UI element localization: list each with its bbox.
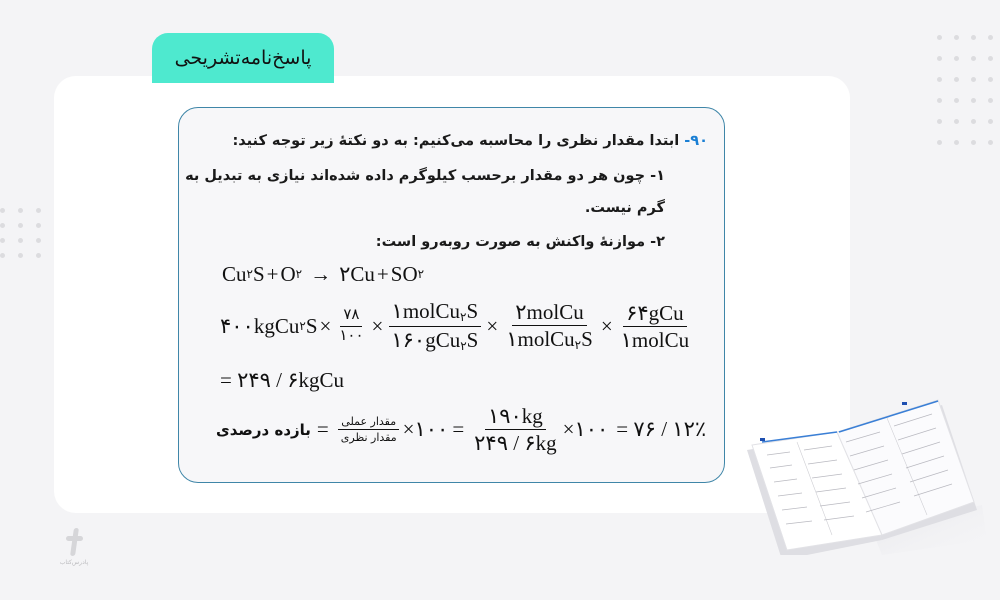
actual-amount-label: مقدار عملی <box>338 416 399 431</box>
fraction-denominator-tail: S <box>581 326 593 351</box>
plus-sign: + <box>376 262 389 286</box>
theoretical-result <box>220 368 344 393</box>
subscript: ۲ <box>246 267 253 281</box>
fraction-molar-mass <box>388 300 481 352</box>
logo-caption: پادرس‌کتاب <box>59 559 89 566</box>
fraction-numerator: ۱molCu <box>391 299 461 323</box>
reactant-s: S <box>252 262 265 286</box>
times-sign: × <box>319 313 332 338</box>
fraction-denominator: ۱۰۰ <box>339 327 364 344</box>
percent-yield-calc <box>216 405 706 454</box>
fraction-purity <box>336 308 366 345</box>
point1-line1: ۱- چون هر دو مقدار برحسب کیلوگرم داده شده‌اند نیازی به تبدیل به <box>185 168 665 184</box>
decorative-dot-grid-left <box>0 208 41 258</box>
fraction-cu-mass <box>618 302 692 351</box>
fraction-mole-ratio <box>503 301 596 352</box>
reaction-arrow-icon: → <box>310 262 332 286</box>
intro-line <box>232 133 708 149</box>
brand-logo <box>54 528 94 578</box>
fraction-numerator-tail: S <box>466 299 479 323</box>
fraction-denominator: ۱۶۰gCu <box>391 327 461 352</box>
times-sign: × <box>600 313 613 338</box>
subscript: ۲ <box>460 310 467 324</box>
theoretical-yield-value: = ۲۴۹ / ۶kgCu <box>220 368 345 392</box>
product-so: SO <box>390 262 418 286</box>
subscript: ۲ <box>574 337 582 352</box>
percent-yield-label: بازده درصدی <box>216 420 311 439</box>
times-sign: × <box>371 313 384 338</box>
times-hundred: ×۱۰۰ <box>402 417 449 442</box>
reaction-equation <box>222 262 424 287</box>
plus-sign: + <box>266 262 279 286</box>
times-sign: × <box>486 313 499 338</box>
actual-yield-value: ۱۹۰kg <box>485 405 546 430</box>
reactant-cu: Cu <box>222 262 247 286</box>
fraction-numerator: ۷۸ <box>340 308 362 327</box>
fraction-denominator-tail: S <box>466 327 479 352</box>
subscript: ۲ <box>295 267 303 281</box>
equals-sign: = <box>316 417 329 442</box>
point1-line2: گرم نیست. <box>584 200 665 216</box>
fraction-yield-values <box>471 405 559 454</box>
subscript: ۲ <box>417 267 425 281</box>
subscript: ۲ <box>460 338 467 353</box>
fraction-numerator: ۶۴gCu <box>623 302 687 327</box>
reactant-o: O <box>280 262 296 286</box>
theoretical-amount-label: مقدار نظری <box>340 431 397 445</box>
answer-sheet-tab <box>152 33 334 83</box>
equals-sign: = <box>452 417 465 442</box>
logo-mark-icon <box>63 528 85 556</box>
fraction-numerator: ۲molCu <box>512 301 586 326</box>
start-quantity-tail: S <box>305 313 318 338</box>
point2-line: ۲- موازنهٔ واکنش به صورت روبه‌رو است: <box>375 234 665 250</box>
stoichiometry-calc <box>220 300 695 352</box>
fraction-yield-definition <box>338 416 400 444</box>
times-hundred: ×۱۰۰ <box>562 417 609 442</box>
fraction-denominator: ۱molCu <box>620 327 690 352</box>
tab-label: پاسخ‌نامه‌تشریحی <box>174 47 312 69</box>
question-number: ۹۰- <box>684 133 708 149</box>
product-cu: ۲Cu <box>339 262 375 286</box>
theoretical-yield-denominator: ۲۴۹ / ۶kg <box>474 431 557 456</box>
percent-yield-result: = ۷۶ / ۱۲٪ <box>616 417 707 442</box>
decorative-dot-grid-right <box>937 35 993 145</box>
open-book-illustration <box>742 390 987 555</box>
subscript: ۲ <box>299 318 306 333</box>
fraction-denominator: ۱molCu <box>506 326 575 351</box>
intro-text: ابتدا مقدار نظری را محاسبه می‌کنیم: به دو نکتهٔ زیر توجه کنید: <box>232 133 680 149</box>
start-quantity: ۴۰۰kgCu <box>220 313 300 338</box>
